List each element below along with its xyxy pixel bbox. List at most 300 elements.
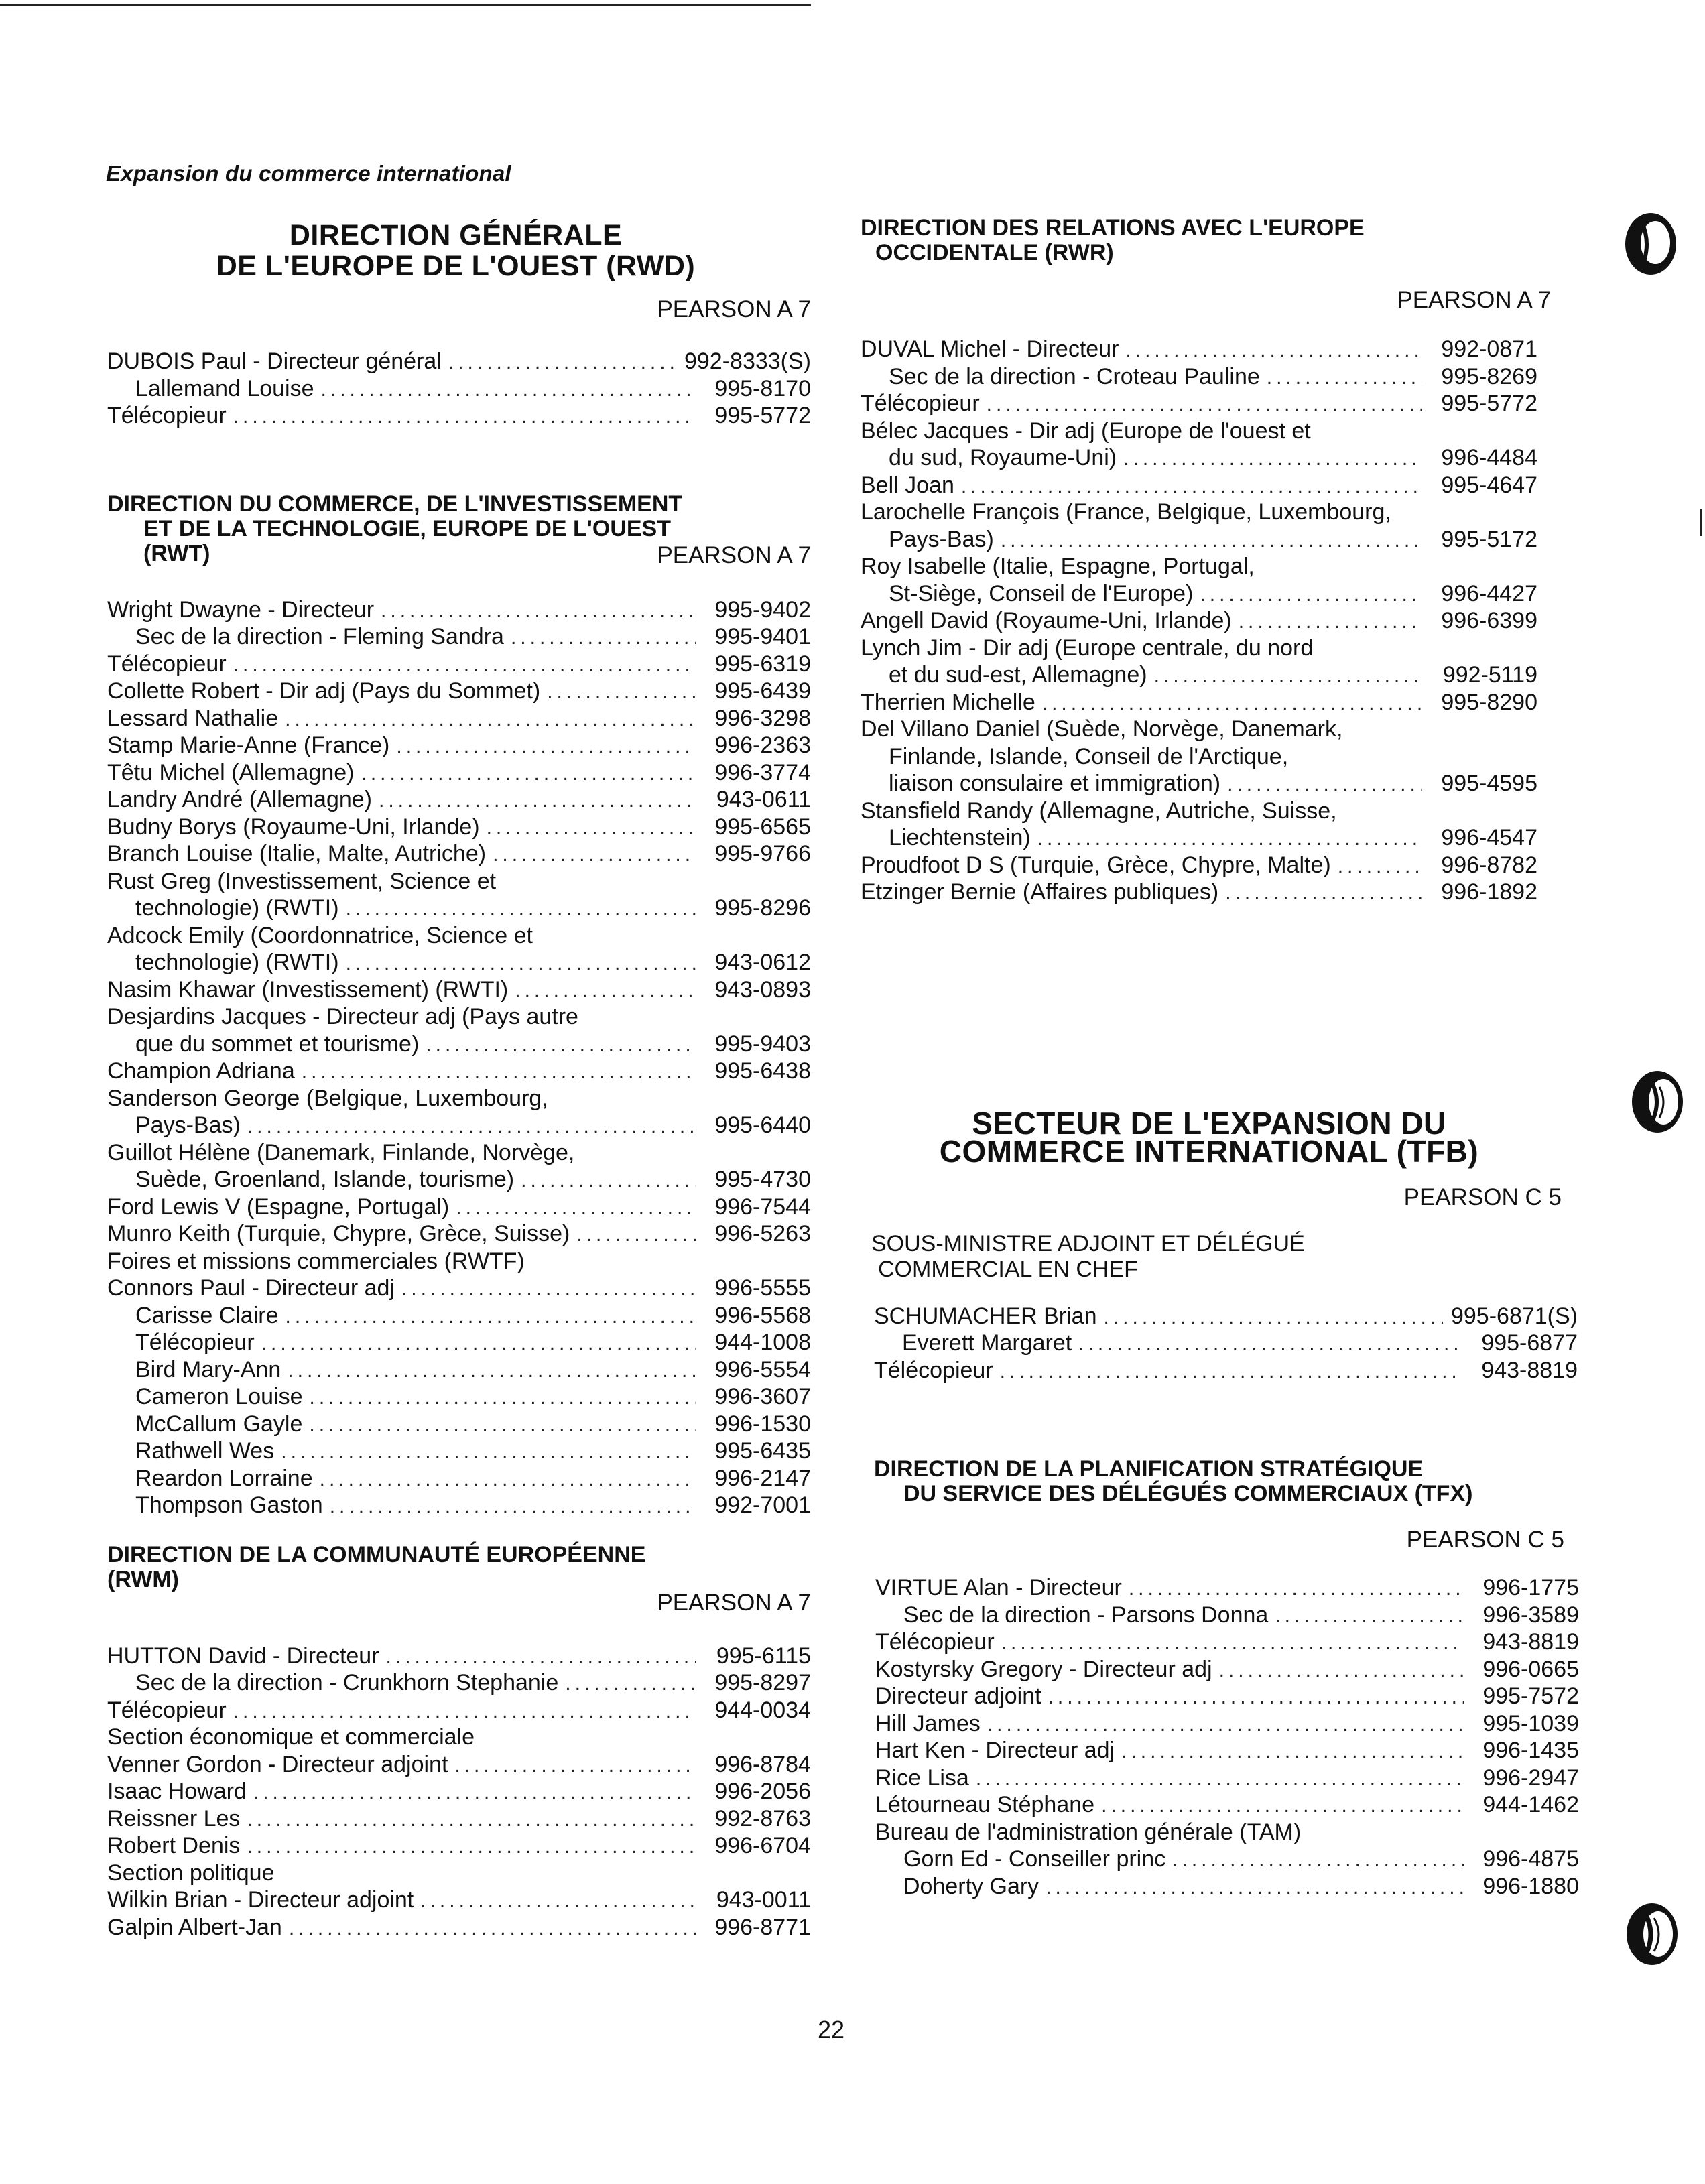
entry-phone: 995-8170 <box>714 375 811 401</box>
directory-entry <box>875 1602 1579 1630</box>
entry-phone: 995-6439 <box>714 678 811 704</box>
entry-phone: 996-7544 <box>714 1194 811 1220</box>
sub-heading-line: SOUS-MINISTRE ADJOINT ET DÉLÉGUÉ <box>871 1230 1305 1257</box>
directory-entry <box>107 1643 811 1671</box>
directory-entry <box>875 1575 1579 1602</box>
entry-phone: 995-9402 <box>714 596 811 623</box>
dot-leader <box>961 473 1422 500</box>
entry-phone: 943-0011 <box>716 1887 811 1913</box>
directory-entry <box>107 1670 811 1697</box>
dot-leader <box>987 391 1422 418</box>
dot-leader <box>302 1059 696 1086</box>
entry-name: Liechtenstein) <box>889 825 1031 850</box>
dot-leader <box>247 1113 696 1140</box>
directory-entry <box>107 678 811 706</box>
entry-name: Lessard Nathalie <box>107 705 279 731</box>
location-label: PEARSON C 5 <box>1406 1527 1564 1553</box>
entry-name: SCHUMACHER Brian <box>874 1303 1097 1329</box>
dot-leader <box>286 1303 696 1330</box>
entry-name: Munro Keith (Turquie, Chypre, Grèce, Suisse) <box>107 1221 570 1246</box>
entry-phone: 996-4547 <box>1441 825 1537 850</box>
edge-mark <box>1700 509 1702 536</box>
directory-entry <box>875 1846 1579 1874</box>
directory-entry <box>107 1752 811 1779</box>
directory-entry <box>107 869 811 896</box>
directory-subheading <box>107 1248 811 1276</box>
directory-entry <box>107 1194 811 1222</box>
directory-entry <box>107 1086 811 1113</box>
heading-line: OCCIDENTALE (RWR) <box>875 240 1114 265</box>
heading-line: ET DE LA TECHNOLOGIE, EUROPE DE L'OUEST <box>143 515 671 541</box>
top-rule <box>0 4 811 6</box>
dot-leader <box>1000 1358 1462 1385</box>
entry-phone: 996-8784 <box>714 1751 811 1777</box>
directory-subheading <box>875 1819 1579 1847</box>
dot-leader <box>346 950 696 977</box>
directory-entry <box>861 527 1537 554</box>
directory-entry <box>875 1874 1579 1901</box>
entry-phone: 995-6440 <box>714 1112 811 1138</box>
entry-name: Télécopieur <box>135 1330 255 1355</box>
dot-leader <box>456 1195 696 1222</box>
entry-phone: 995-4595 <box>1441 771 1537 796</box>
title-line: COMMERCE INTERNATIONAL (TFB) <box>939 1133 1479 1169</box>
directory-entry <box>107 1275 811 1303</box>
directory-entry <box>861 825 1537 852</box>
directory-entry <box>107 1112 811 1140</box>
directory-entry <box>874 1330 1578 1358</box>
entry-phone: 996-6399 <box>1441 608 1537 633</box>
entry-phone: 943-8819 <box>1482 1629 1579 1655</box>
dot-leader <box>1037 826 1422 852</box>
directory-entry <box>107 1167 811 1194</box>
dot-leader <box>1275 1603 1464 1630</box>
directory-entry <box>107 1303 811 1330</box>
dot-leader <box>1042 690 1422 717</box>
entry-phone: 995-6435 <box>714 1438 811 1464</box>
dot-leader <box>233 1698 696 1725</box>
section-title <box>861 1105 1558 1169</box>
directory-entry <box>107 732 811 760</box>
entry-name: Têtu Michel (Allemagne) <box>107 759 355 785</box>
directory-entry <box>861 744 1537 771</box>
entry-name: et du sud-est, Allemagne) <box>889 662 1147 688</box>
directory-entry <box>861 364 1537 391</box>
entry-phone: 996-2947 <box>1482 1764 1579 1791</box>
dot-leader <box>330 1493 696 1520</box>
entry-name: Foires et missions commerciales (RWTF) <box>107 1248 525 1274</box>
directory-entry <box>107 1330 811 1357</box>
directory-entry <box>107 1221 811 1248</box>
entry-name: Bélec Jacques - Dir adj (Europe de l'ouest et <box>861 417 1311 444</box>
entry-name: Suède, Groenland, Islande, tourisme) <box>135 1167 515 1192</box>
entry-name: Venner Gordon - Directeur adjoint <box>107 1751 448 1777</box>
dot-leader <box>321 377 696 403</box>
dot-leader <box>247 1834 696 1860</box>
directory-entry <box>861 879 1537 907</box>
directory-entry <box>861 690 1537 717</box>
dot-leader <box>1239 608 1422 635</box>
entry-name: du sud, Royaume-Uni) <box>889 445 1117 470</box>
entry-phone: 944-1008 <box>714 1330 811 1355</box>
dot-leader <box>1225 880 1422 907</box>
directory-list <box>861 1575 1579 1901</box>
entry-name: Thompson Gaston <box>135 1492 323 1518</box>
directory-entry <box>875 1629 1579 1657</box>
entry-name: Rice Lisa <box>875 1764 969 1791</box>
dot-leader <box>511 625 696 651</box>
dot-leader <box>1104 1304 1443 1331</box>
dot-leader <box>1046 1874 1464 1901</box>
entry-name: Lynch Jim - Dir adj (Europe centrale, du nord <box>861 635 1314 661</box>
directory-entry <box>107 1806 811 1834</box>
entry-name: technologie) (RWTI) <box>135 950 339 975</box>
dot-leader <box>233 403 696 430</box>
dot-leader <box>1219 1657 1464 1684</box>
entry-name: Section politique <box>107 1860 275 1886</box>
dot-leader <box>1125 337 1422 364</box>
entry-name: Larochelle François (France, Belgique, Luxembourg, <box>861 499 1391 525</box>
directory-entry <box>107 1384 811 1411</box>
section-heading <box>861 1457 1578 1506</box>
entry-phone: 995-6877 <box>1481 1330 1578 1356</box>
entry-name: technologie) (RWTI) <box>135 895 339 921</box>
directory-entry <box>861 499 1537 527</box>
dot-leader <box>386 1644 696 1671</box>
directory-entry <box>107 1466 811 1493</box>
directory-entry <box>861 635 1537 663</box>
entry-phone: 943-8819 <box>1481 1357 1578 1383</box>
directory-entry <box>107 950 811 977</box>
dot-leader <box>361 761 696 787</box>
entry-name: Angell David (Royaume-Uni, Irlande) <box>861 608 1232 633</box>
entry-phone: 996-5554 <box>714 1356 811 1383</box>
directory-entry <box>861 716 1537 744</box>
entry-name: Adcock Emily (Coordonnatrice, Science et <box>107 922 533 948</box>
dot-leader <box>1172 1847 1464 1874</box>
entry-phone: 944-1462 <box>1482 1792 1579 1817</box>
directory-entry <box>107 403 811 430</box>
dot-leader <box>289 1915 696 1942</box>
directory-entry <box>107 1492 811 1520</box>
heading-line: (RWT) <box>143 540 210 566</box>
dot-leader <box>1078 1331 1462 1358</box>
dot-leader <box>379 787 696 814</box>
location-label: PEARSON A 7 <box>1397 287 1551 313</box>
entry-phone: 992-8333(S) <box>684 348 811 374</box>
location-label: PEARSON C 5 <box>1403 1183 1562 1210</box>
entry-name: Directeur adjoint <box>875 1683 1041 1709</box>
dot-leader <box>521 1167 696 1194</box>
entry-name: Télécopieur <box>874 1357 993 1383</box>
entry-name: Pays-Bas) <box>889 526 994 552</box>
directory-entry <box>861 662 1537 690</box>
directory-entry <box>875 1765 1579 1793</box>
location-label: PEARSON A 7 <box>657 296 811 322</box>
heading-line: DIRECTION DU COMMERCE, DE L'INVESTISSEMENT <box>107 491 683 517</box>
directory-entry <box>107 1004 811 1031</box>
directory-entry <box>875 1657 1579 1684</box>
entry-phone: 996-1892 <box>1441 879 1537 905</box>
entry-name: Stansfield Randy (Allemagne, Autriche, Suisse, <box>861 797 1337 824</box>
dot-leader <box>261 1330 696 1357</box>
entry-phone: 996-8782 <box>1441 852 1537 878</box>
entry-phone: 995-6871(S) <box>1450 1303 1578 1329</box>
entry-phone: 995-7572 <box>1482 1683 1579 1709</box>
entry-name: Budny Borys (Royaume-Uni, Irlande) <box>107 814 480 840</box>
title-line: DE L'EUROPE DE L'OUEST (RWD) <box>216 250 696 282</box>
dot-leader <box>1048 1684 1464 1711</box>
entry-phone: 996-2363 <box>714 732 811 758</box>
entry-name: Reardon Lorraine <box>135 1465 313 1491</box>
directory-entry <box>107 841 811 869</box>
dot-leader <box>320 1466 696 1493</box>
entry-name: Sec de la direction - Crunkhorn Stephanie <box>135 1670 559 1695</box>
directory-entry <box>875 1683 1579 1711</box>
entry-name: Sec de la direction - Croteau Pauline <box>889 363 1260 389</box>
directory-entry <box>107 1697 811 1725</box>
entry-phone: 996-1435 <box>1482 1738 1579 1763</box>
entry-phone: 992-5119 <box>1442 662 1537 688</box>
dot-leader <box>987 1712 1464 1738</box>
directory-entry <box>861 445 1537 472</box>
dot-leader <box>454 1752 696 1779</box>
dot-leader <box>281 1439 696 1466</box>
entry-name: Kostyrsky Gregory - Directeur adj <box>875 1656 1212 1682</box>
directory-entry <box>875 1738 1579 1765</box>
entry-phone: 995-4730 <box>714 1167 811 1192</box>
directory-entry <box>861 472 1537 500</box>
directory-entry <box>107 1438 811 1466</box>
entry-name: Robert Denis <box>107 1833 241 1858</box>
entry-phone: 996-6704 <box>714 1833 811 1858</box>
dot-leader <box>1129 1576 1464 1602</box>
dot-leader <box>448 349 676 376</box>
dot-leader <box>487 815 696 842</box>
entry-phone: 995-9401 <box>714 624 811 649</box>
directory-entry <box>107 597 811 625</box>
directory-entry <box>107 1411 811 1439</box>
entry-phone: 995-1039 <box>1482 1710 1579 1736</box>
location-label: PEARSON A 7 <box>657 1589 811 1616</box>
dot-leader <box>233 652 696 679</box>
title-line: DIRECTION GÉNÉRALE <box>289 219 623 251</box>
entry-phone: 995-5172 <box>1441 526 1537 552</box>
dot-leader <box>247 1807 696 1834</box>
left-column <box>107 220 811 1941</box>
directory-entry <box>861 336 1537 364</box>
entry-name: Guillot Hélène (Danemark, Finlande, Norvège, <box>107 1139 575 1165</box>
directory-entry <box>107 1031 811 1059</box>
directory-entry <box>861 608 1537 635</box>
entry-name: Desjardins Jacques - Directeur adj (Pays autre <box>107 1004 578 1029</box>
directory-entry <box>861 418 1537 446</box>
entry-name: Nasim Khawar (Investissement) (RWTI) <box>107 976 509 1003</box>
dot-leader <box>1001 527 1422 554</box>
dot-leader <box>309 1412 696 1439</box>
location-label: PEARSON A 7 <box>657 541 811 568</box>
entry-phone: 996-1530 <box>714 1411 811 1437</box>
entry-phone: 992-7001 <box>714 1492 811 1518</box>
directory-entry <box>107 348 811 376</box>
dot-leader <box>420 1888 696 1915</box>
entry-phone: 943-0612 <box>714 950 811 975</box>
entry-name: Télécopieur <box>861 391 980 416</box>
entry-name: liaison consulaire et immigration) <box>889 771 1221 796</box>
directory-entry <box>875 1711 1579 1738</box>
entry-phone: 995-5772 <box>1441 391 1537 416</box>
entry-name: Wright Dwayne - Directeur <box>107 596 375 623</box>
entry-phone: 996-2147 <box>714 1465 811 1491</box>
directory-subheading <box>107 1724 811 1752</box>
dot-leader <box>1154 663 1422 690</box>
entry-phone: 995-8290 <box>1441 689 1537 715</box>
entry-name: Létourneau Stéphane <box>875 1792 1095 1817</box>
entry-name: Etzinger Bernie (Affaires publiques) <box>861 879 1219 905</box>
entry-name: Del Villano Daniel (Suède, Norvège, Danemark, <box>861 716 1343 742</box>
entry-name: Roy Isabelle (Italie, Espagne, Portugal, <box>861 554 1255 579</box>
section-heading <box>861 216 1578 265</box>
entry-name: Sanderson George (Belgique, Luxembourg, <box>107 1085 548 1111</box>
dot-leader <box>285 706 696 733</box>
dot-leader <box>515 978 696 1005</box>
entry-name: Collette Robert - Dir adj (Pays du Sommet) <box>107 678 541 704</box>
entry-name: Rathwell Wes <box>135 1438 275 1464</box>
entry-phone: 996-4427 <box>1441 580 1537 606</box>
dot-leader <box>253 1779 696 1806</box>
dot-leader <box>1200 582 1422 608</box>
entry-phone: 943-0611 <box>716 787 811 812</box>
entry-name: DUVAL Michel - Directeur <box>861 336 1119 362</box>
directory-entry <box>107 787 811 814</box>
dot-leader <box>1121 1738 1464 1765</box>
directory-entry <box>107 1887 811 1915</box>
dot-leader <box>1227 771 1422 798</box>
entry-name: Stamp Marie-Anne (France) <box>107 732 390 758</box>
entry-name: Sec de la direction - Fleming Sandra <box>135 624 504 649</box>
dot-leader <box>565 1671 696 1697</box>
directory-entry <box>861 391 1537 418</box>
entry-phone: 996-3607 <box>714 1384 811 1409</box>
directory-entry <box>107 376 811 403</box>
directory-entry <box>107 895 811 923</box>
dot-leader <box>309 1385 696 1411</box>
binder-hole-icon <box>1623 1899 1681 1969</box>
entry-name: Pays-Bas) <box>135 1112 241 1138</box>
entry-phone: 996-3774 <box>714 759 811 785</box>
entry-phone: 995-8269 <box>1441 363 1537 389</box>
entry-name: St-Siège, Conseil de l'Europe) <box>889 580 1194 606</box>
section-heading <box>107 1543 811 1592</box>
sub-heading <box>861 1231 1578 1282</box>
entry-name: Sec de la direction - Parsons Donna <box>903 1602 1269 1628</box>
entry-name: Everett Margaret <box>902 1330 1072 1356</box>
entry-name: Bell Joan <box>861 472 954 498</box>
entry-name: Therrien Michelle <box>861 689 1035 715</box>
dot-leader <box>381 598 696 625</box>
entry-name: Carisse Claire <box>135 1302 279 1328</box>
section-title <box>107 220 804 281</box>
dot-leader <box>426 1032 696 1059</box>
entry-name: Gorn Ed - Conseiller princ <box>903 1846 1166 1872</box>
entry-phone: 943-0893 <box>714 976 811 1003</box>
directory-entry <box>107 706 811 733</box>
dot-leader <box>493 842 696 869</box>
entry-phone: 995-6319 <box>714 651 811 677</box>
sub-heading-line: COMMERCIAL EN CHEF <box>878 1256 1138 1282</box>
title-line: SECTEUR DE L'EXPANSION DU <box>972 1105 1446 1141</box>
entry-phone: 996-3589 <box>1482 1602 1579 1628</box>
entry-name: Reissner Les <box>107 1805 241 1832</box>
entry-name: Landry André (Allemagne) <box>107 787 373 812</box>
entry-name: Ford Lewis V (Espagne, Portugal) <box>107 1194 450 1220</box>
directory-entry <box>107 1058 811 1086</box>
directory-entry <box>107 624 811 651</box>
entry-name: Télécopieur <box>875 1629 995 1655</box>
directory-entry <box>107 977 811 1005</box>
directory-entry <box>107 760 811 787</box>
heading-line: DIRECTION DES RELATIONS AVEC L'EUROPE <box>861 215 1365 241</box>
entry-phone: 995-5772 <box>714 403 811 428</box>
entry-phone: 995-6565 <box>714 814 811 840</box>
directory-entry <box>874 1303 1578 1331</box>
binder-hole-icon <box>1629 1067 1686 1137</box>
entry-name: McCallum Gayle <box>135 1411 303 1437</box>
entry-phone: 995-9403 <box>714 1031 811 1057</box>
directory-entry <box>861 798 1537 826</box>
entry-name: Champion Adriana <box>107 1058 295 1084</box>
entry-phone: 996-3298 <box>714 705 811 731</box>
directory-entry <box>874 1358 1578 1385</box>
entry-name: que du sommet et tourisme) <box>135 1031 420 1057</box>
entry-name: Finlande, Islande, Conseil de l'Arctique, <box>889 743 1289 769</box>
entry-phone: 995-6115 <box>716 1643 811 1669</box>
entry-phone: 996-1880 <box>1482 1873 1579 1899</box>
entry-name: Télécopieur <box>107 651 227 677</box>
binder-hole-icon <box>1622 209 1680 279</box>
entry-phone: 996-4484 <box>1441 445 1537 470</box>
directory-entry <box>107 1915 811 1942</box>
entry-name: Proudfoot D S (Turquie, Grèce, Chypre, Malte) <box>861 852 1331 878</box>
directory-entry <box>107 1140 811 1167</box>
heading-line: DU SERVICE DES DÉLÉGUÉS COMMERCIAUX (TFX) <box>903 1481 1473 1506</box>
entry-name: Isaac Howard <box>107 1779 247 1804</box>
directory-entry <box>107 651 811 679</box>
dot-leader <box>1338 853 1422 880</box>
entry-name: Section économique et commerciale <box>107 1724 475 1750</box>
dot-leader <box>576 1222 696 1248</box>
entry-name: VIRTUE Alan - Directeur <box>875 1575 1122 1600</box>
entry-name: HUTTON David - Directeur <box>107 1643 379 1669</box>
entry-phone: 996-4875 <box>1482 1846 1579 1872</box>
entry-phone: 995-9766 <box>714 841 811 866</box>
entry-name: Télécopieur <box>107 1697 227 1723</box>
running-head: Expansion du commerce international <box>106 161 511 186</box>
directory-list <box>107 348 811 430</box>
entry-name: Rust Greg (Investissement, Science et <box>107 868 497 894</box>
dot-leader <box>547 679 696 706</box>
directory-entry <box>861 554 1537 581</box>
entry-name: Doherty Gary <box>903 1873 1039 1899</box>
entry-name: DUBOIS Paul - Directeur général <box>107 348 442 374</box>
entry-name: Lallemand Louise <box>135 375 314 401</box>
entry-name: Bird Mary-Ann <box>135 1356 281 1383</box>
entry-phone: 992-0871 <box>1441 336 1537 362</box>
directory-entry <box>107 814 811 842</box>
entry-phone: 996-0665 <box>1482 1656 1579 1682</box>
directory-entry <box>107 1357 811 1385</box>
entry-name: Cameron Louise <box>135 1384 303 1409</box>
